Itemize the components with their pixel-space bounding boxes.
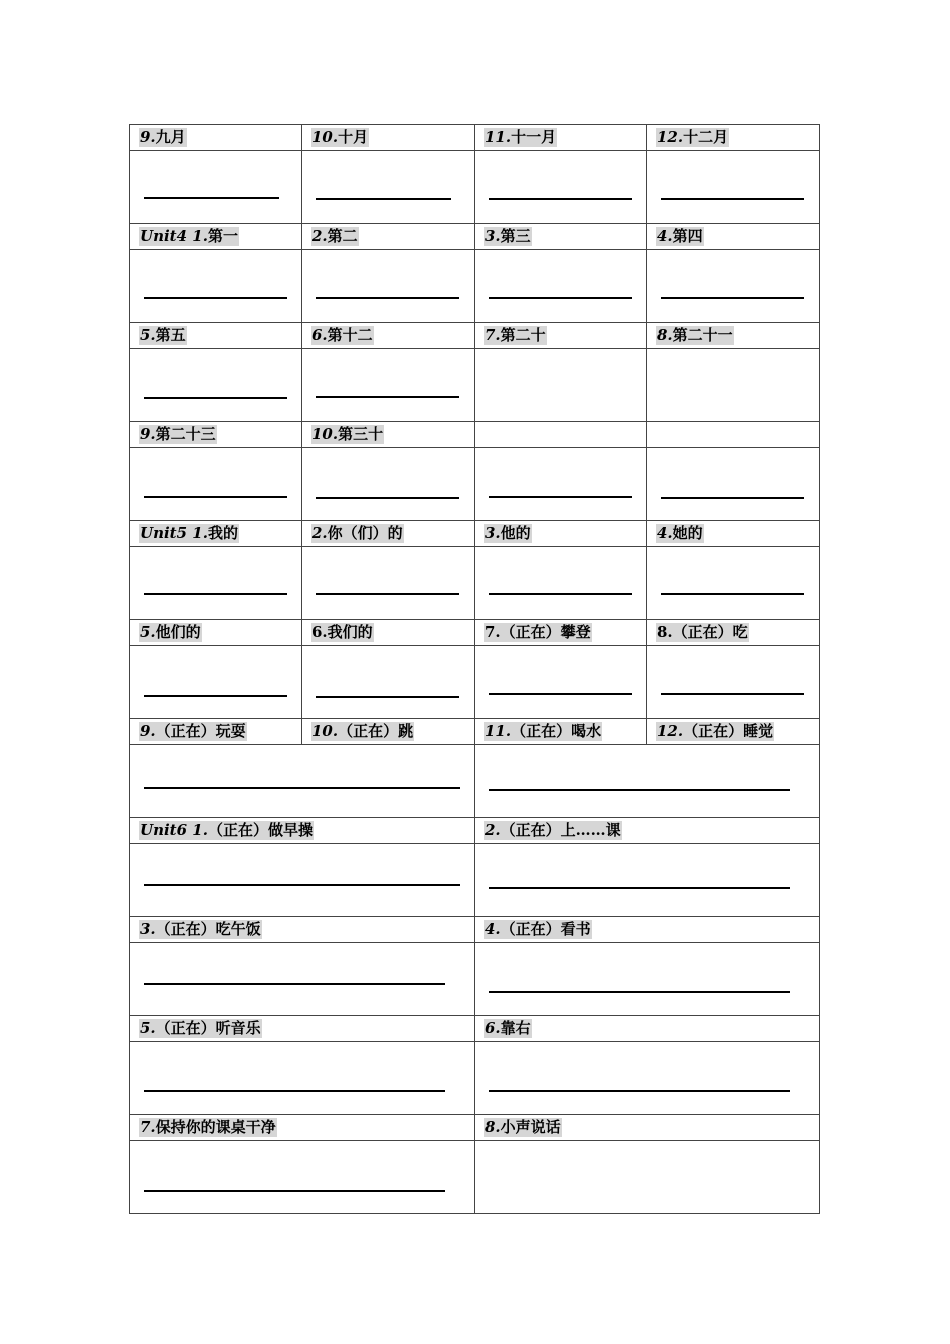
answer-blank-line	[661, 497, 804, 499]
vocabulary-worksheet-table	[129, 124, 820, 1214]
answer-blank-line	[316, 297, 459, 299]
answer-cell[interactable]	[647, 448, 820, 521]
answer-blank-line	[489, 198, 632, 200]
answer-cell[interactable]	[130, 448, 302, 521]
prompt-cell-wide: 8.小声说话	[475, 1115, 820, 1141]
answer-cell[interactable]	[130, 646, 302, 719]
prompt-cell-wide: 7.保持你的课桌干净	[130, 1115, 475, 1141]
label-row	[130, 224, 820, 250]
answer-cell-wide[interactable]	[475, 844, 820, 917]
answer-row	[130, 745, 820, 818]
prompt-cell: 6.我们的	[302, 620, 475, 646]
prompt-cell-wide: Unit6 1.（正在）做早操	[130, 818, 475, 844]
answer-cell-wide[interactable]	[130, 1042, 475, 1115]
answer-blank-line	[316, 198, 451, 200]
prompt-cell: 10.十月	[302, 125, 475, 151]
answer-blank-line	[144, 297, 287, 299]
answer-blank-line	[316, 696, 459, 698]
prompt-cell: 4.她的	[647, 521, 820, 547]
answer-blank-line	[144, 695, 287, 697]
answer-cell[interactable]	[647, 646, 820, 719]
answer-cell-wide[interactable]	[130, 844, 475, 917]
answer-row	[130, 349, 820, 422]
answer-cell[interactable]	[130, 151, 302, 224]
answer-cell[interactable]	[647, 250, 820, 323]
answer-blank-line	[316, 593, 459, 595]
answer-cell[interactable]	[302, 646, 475, 719]
label-row	[130, 818, 820, 844]
answer-blank-line	[144, 1090, 445, 1092]
answer-blank-line	[144, 1190, 445, 1192]
answer-blank-line	[316, 396, 459, 398]
answer-blank-line	[489, 991, 790, 993]
prompt-cell: 10.（正在）跳	[302, 719, 475, 745]
label-row	[130, 1016, 820, 1042]
answer-cell[interactable]	[302, 151, 475, 224]
answer-blank-line	[144, 397, 287, 399]
prompt-cell: 4.第四	[647, 224, 820, 250]
answer-blank-line	[144, 496, 287, 498]
answer-cell-wide[interactable]	[475, 943, 820, 1016]
prompt-cell: 12.（正在）睡觉	[647, 719, 820, 745]
prompt-cell: 2.第二	[302, 224, 475, 250]
prompt-cell: 10.第三十	[302, 422, 475, 448]
answer-cell-wide[interactable]	[475, 1141, 820, 1214]
answer-cell[interactable]	[647, 349, 820, 422]
prompt-cell: 3.第三	[475, 224, 647, 250]
answer-cell-wide[interactable]	[130, 943, 475, 1016]
answer-blank-line	[489, 789, 790, 791]
answer-row	[130, 250, 820, 323]
answer-cell[interactable]	[475, 547, 647, 620]
answer-blank-line	[144, 884, 460, 886]
answer-blank-line	[489, 1090, 790, 1092]
answer-cell[interactable]	[130, 547, 302, 620]
prompt-cell: 7.（正在）攀登	[475, 620, 647, 646]
answer-cell-wide[interactable]	[130, 1141, 475, 1214]
answer-row	[130, 1141, 820, 1214]
prompt-cell: 5.他们的	[130, 620, 302, 646]
prompt-cell-wide: 2.（正在）上……课	[475, 818, 820, 844]
answer-cell[interactable]	[130, 250, 302, 323]
label-row	[130, 125, 820, 151]
prompt-cell: Unit5 1.我的	[130, 521, 302, 547]
answer-row	[130, 448, 820, 521]
answer-cell[interactable]	[475, 151, 647, 224]
prompt-cell: 7.第二十	[475, 323, 647, 349]
answer-cell[interactable]	[647, 547, 820, 620]
prompt-cell: Unit4 1.第一	[130, 224, 302, 250]
prompt-cell: 5.第五	[130, 323, 302, 349]
prompt-cell: 11.十一月	[475, 125, 647, 151]
answer-blank-line	[144, 983, 445, 985]
answer-cell-wide[interactable]	[475, 745, 820, 818]
prompt-cell: 8.第二十一	[647, 323, 820, 349]
answer-row	[130, 151, 820, 224]
label-row	[130, 521, 820, 547]
answer-cell-wide[interactable]	[475, 1042, 820, 1115]
answer-blank-line	[144, 787, 460, 789]
label-row	[130, 422, 820, 448]
prompt-cell-wide: 5.（正在）听音乐	[130, 1016, 475, 1042]
label-row	[130, 917, 820, 943]
answer-cell-wide[interactable]	[130, 745, 475, 818]
prompt-cell	[647, 422, 820, 448]
answer-blank-line	[489, 593, 632, 595]
answer-blank-line	[489, 496, 632, 498]
answer-cell[interactable]	[475, 646, 647, 719]
answer-blank-line	[661, 593, 804, 595]
answer-row	[130, 547, 820, 620]
answer-blank-line	[489, 887, 790, 889]
answer-blank-line	[489, 693, 632, 695]
prompt-cell-wide: 3.（正在）吃午饭	[130, 917, 475, 943]
answer-cell[interactable]	[302, 547, 475, 620]
answer-cell[interactable]	[475, 250, 647, 323]
answer-cell[interactable]	[302, 448, 475, 521]
prompt-cell-wide: 4.（正在）看书	[475, 917, 820, 943]
prompt-cell: 3.他的	[475, 521, 647, 547]
answer-cell[interactable]	[475, 448, 647, 521]
answer-row	[130, 1042, 820, 1115]
answer-row	[130, 646, 820, 719]
prompt-cell: 2.你（们）的	[302, 521, 475, 547]
prompt-cell: 9.第二十三	[130, 422, 302, 448]
answer-row	[130, 943, 820, 1016]
answer-blank-line	[489, 297, 632, 299]
label-row	[130, 323, 820, 349]
prompt-cell: 9.（正在）玩耍	[130, 719, 302, 745]
answer-blank-line	[661, 693, 804, 695]
prompt-cell-wide: 6.靠右	[475, 1016, 820, 1042]
answer-blank-line	[316, 497, 459, 499]
answer-cell[interactable]	[302, 250, 475, 323]
answer-row	[130, 844, 820, 917]
answer-cell[interactable]	[647, 151, 820, 224]
prompt-cell	[475, 422, 647, 448]
prompt-cell: 8.（正在）吃	[647, 620, 820, 646]
answer-blank-line	[661, 297, 804, 299]
answer-blank-line	[144, 593, 287, 595]
prompt-cell: 11.（正在）喝水	[475, 719, 647, 745]
prompt-cell: 12.十二月	[647, 125, 820, 151]
answer-cell[interactable]	[130, 349, 302, 422]
answer-cell[interactable]	[302, 349, 475, 422]
label-row	[130, 719, 820, 745]
label-row	[130, 620, 820, 646]
answer-cell[interactable]	[475, 349, 647, 422]
answer-blank-line	[144, 197, 279, 199]
prompt-cell: 6.第十二	[302, 323, 475, 349]
prompt-cell: 9.九月	[130, 125, 302, 151]
answer-blank-line	[661, 198, 804, 200]
label-row	[130, 1115, 820, 1141]
